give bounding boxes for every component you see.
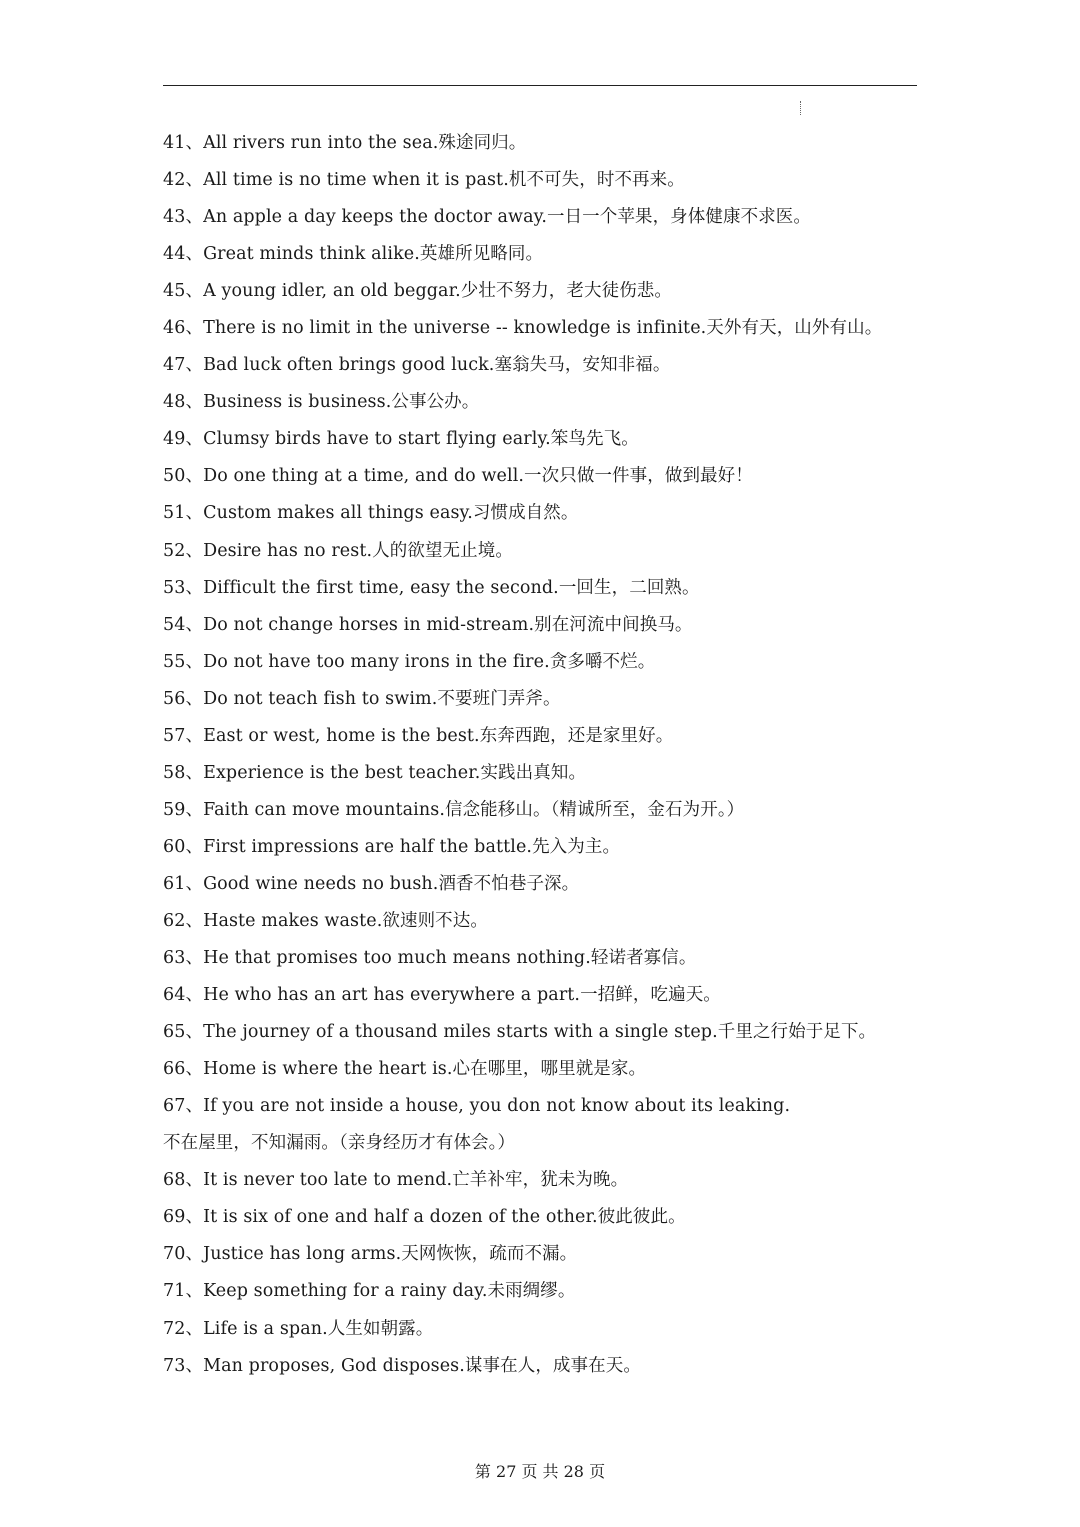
proverb-text: Great minds think alike.英雄所见略同。 (203, 244, 544, 265)
proverb-list (163, 125, 923, 1385)
proverb-number: 72、 (163, 1318, 204, 1339)
proverb-entry (163, 829, 923, 866)
proverb-number: 71、 (163, 1281, 204, 1302)
proverb-entry (163, 755, 923, 792)
proverb-number: 60、 (163, 836, 204, 857)
proverb-entry (163, 1348, 923, 1385)
proverb-text: Do not teach fish to swim.不要班门弄斧。 (203, 688, 561, 709)
proverb-entry (163, 310, 923, 347)
proverb-text: Custom makes all things easy.习惯成自然。 (203, 503, 579, 524)
proverb-number: 42、 (163, 170, 204, 191)
proverb-number: 48、 (163, 392, 204, 413)
proverb-entry (163, 1051, 923, 1088)
proverb-number: 65、 (163, 1022, 204, 1043)
proverb-entry (163, 1273, 923, 1310)
proverb-text: Haste makes waste.欲速则不达。 (203, 910, 488, 931)
proverb-text: All rivers run into the sea.殊途同归。 (203, 133, 527, 153)
proverb-entry (163, 570, 923, 607)
proverb-number: 50、 (163, 466, 204, 487)
proverb-text: Business is business.公事公办。 (203, 392, 480, 413)
proverb-text: Bad luck often brings good luck.塞翁失马，安知非福。 (203, 355, 671, 376)
proverb-entry (163, 977, 923, 1014)
proverb-text: Keep something for a rainy day.未雨绸缪。 (203, 1281, 576, 1302)
proverb-entry (163, 458, 923, 495)
proverb-entry (163, 1162, 923, 1199)
proverb-text: 不在屋里，不知漏雨。（亲身经历才有体会。） (163, 1133, 516, 1154)
proverb-number: 63、 (163, 948, 204, 969)
proverb-text: Clumsy birds have to start flying early.笨鸟先飞。 (203, 429, 639, 450)
proverb-number: 43、 (163, 207, 204, 228)
proverb-number: 61、 (163, 873, 204, 894)
proverb-entry (163, 1236, 923, 1273)
proverb-entry (163, 347, 923, 384)
proverb-number: 55、 (163, 651, 204, 672)
proverb-number: 41、 (163, 133, 204, 153)
proverb-text: He that promises too much means nothing.轻诺者寡信。 (203, 948, 697, 969)
proverb-number: 64、 (163, 985, 204, 1006)
proverb-text: Man proposes, God disposes.谋事在人，成事在天。 (203, 1355, 641, 1376)
proverb-entry (163, 1199, 923, 1236)
proverb-text: An apple a day keeps the doctor away.一日一个苹果，身体健康不求医。 (203, 207, 811, 228)
proverb-entry (163, 125, 923, 162)
proverb-text: Desire has no rest.人的欲望无止境。 (203, 540, 513, 561)
proverb-number: 54、 (163, 614, 204, 635)
proverb-number: 69、 (163, 1207, 204, 1228)
proverb-number: 56、 (163, 688, 204, 709)
proverb-entry (163, 644, 923, 681)
proverb-entry (163, 236, 923, 273)
proverb-number: 51、 (163, 503, 204, 524)
proverb-text: Good wine needs no bush.酒香不怕巷子深。 (203, 873, 580, 894)
proverb-number: 59、 (163, 799, 204, 820)
proverb-entry (163, 273, 923, 310)
proverb-text: Do one thing at a time, and do well.一次只做一件事，做到最好！ (203, 466, 753, 487)
proverb-text: Difficult the first time, easy the second.一回生，二回熟。 (203, 577, 700, 598)
proverb-text: He who has an art has everywhere a part.一招鲜，吃遍天。 (203, 985, 721, 1006)
proverb-entry (163, 1125, 923, 1162)
proverb-text: The journey of a thousand miles starts with a single step.千里之行始于足下。 (203, 1022, 877, 1043)
proverb-text: Home is where the heart is.心在哪里，哪里就是家。 (203, 1059, 647, 1080)
proverb-entry (163, 607, 923, 644)
proverb-entry (163, 903, 923, 940)
proverb-number: 53、 (163, 577, 204, 598)
header-rule (163, 85, 917, 86)
proverb-entry (163, 1014, 923, 1051)
proverb-number: 70、 (163, 1244, 204, 1265)
proverb-number: 73、 (163, 1355, 204, 1376)
proverb-number: 57、 (163, 725, 204, 746)
proverb-entry (163, 495, 923, 532)
page-number-footer: 第 27 页 共 28 页 (474, 1462, 606, 1481)
proverb-number: 44、 (163, 244, 204, 265)
proverb-entry (163, 421, 923, 458)
proverb-number: 45、 (163, 281, 204, 302)
proverb-entry (163, 940, 923, 977)
proverb-number: 67、 (163, 1096, 204, 1117)
proverb-text: Justice has long arms.天网恢恢，疏而不漏。 (203, 1244, 578, 1265)
proverb-text: Do not have too many irons in the fire.贪多嚼不烂。 (203, 651, 656, 672)
proverb-entry (163, 384, 923, 421)
proverb-number: 47、 (163, 355, 204, 376)
proverb-entry (163, 199, 923, 236)
proverb-number: 49、 (163, 429, 204, 450)
proverb-text: If you are not inside a house, you don not know about its leaking. (203, 1096, 791, 1117)
proverb-entry (163, 866, 923, 903)
proverb-text: It is never too late to mend.亡羊补牢，犹未为晚。 (203, 1170, 629, 1191)
proverb-number: 58、 (163, 762, 204, 783)
proverb-number: 66、 (163, 1059, 204, 1080)
proverb-text: Life is a span.人生如朝露。 (203, 1318, 434, 1339)
proverb-entry (163, 792, 923, 829)
corner-mark (800, 101, 802, 115)
proverb-entry (163, 1088, 923, 1125)
proverb-entry (163, 1311, 923, 1348)
proverb-text: Do not change horses in mid-stream.别在河流中间换马。 (203, 614, 693, 635)
proverb-entry (163, 681, 923, 718)
proverb-text: It is six of one and half a dozen of the other.彼此彼此。 (203, 1207, 686, 1228)
proverb-number: 68、 (163, 1170, 204, 1191)
proverb-entry (163, 718, 923, 755)
proverb-text: There is no limit in the universe -- knowledge is infinite.天外有天，山外有山。 (203, 318, 883, 339)
proverb-number: 52、 (163, 540, 204, 561)
proverb-entry (163, 533, 923, 570)
proverb-text: A young idler, an old beggar.少壮不努力，老大徒伤悲。 (203, 281, 672, 302)
proverb-text: First impressions are half the battle.先入为主。 (203, 836, 621, 857)
proverb-number: 62、 (163, 910, 204, 931)
proverb-text: All time is no time when it is past.机不可失，时不再来。 (203, 170, 685, 191)
proverb-number: 46、 (163, 318, 204, 339)
proverb-text: East or west, home is the best.东奔西跑，还是家里好。 (203, 725, 674, 746)
proverb-text: Faith can move mountains.信念能移山。（精诚所至，金石为开。） (203, 799, 745, 820)
proverb-text: Experience is the best teacher.实践出真知。 (203, 762, 587, 783)
proverb-entry (163, 162, 923, 199)
